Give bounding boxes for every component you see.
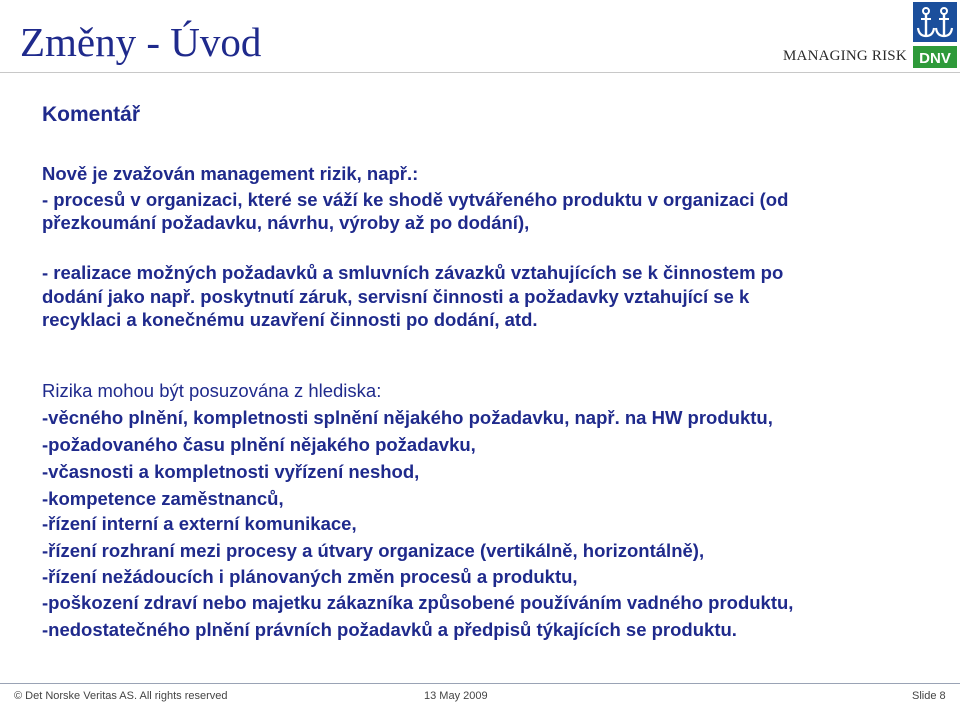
body-line: Nově je zvažován management rizik, např.: [42, 163, 419, 184]
risk-item: -kompetence zaměstnanců, [42, 488, 284, 509]
header-rule [0, 72, 960, 73]
footer-copyright: © Det Norske Veritas AS. All rights reserved [14, 690, 228, 702]
body-line: přezkoumání požadavku, návrhu, výroby až po dodání), [42, 212, 530, 233]
footer-date: 13 May 2009 [424, 690, 488, 702]
dnv-logo [913, 2, 957, 68]
svg-text:DNV: DNV [919, 50, 951, 67]
body-line: Rizika mohou být posuzována z hlediska: [42, 380, 382, 401]
footer-rule [0, 683, 960, 684]
slide-title: Změny - Úvod [20, 19, 262, 65]
body-line: - realizace možných požadavků a smluvních závazků vztahujících se k činnostem po [42, 262, 784, 283]
body-line: recyklaci a konečnému uzavření činnosti po dodání, atd. [42, 309, 538, 330]
body-line: dodání jako např. poskytnutí záruk, servisní činnosti a požadavky vztahující se k [42, 286, 750, 307]
section-heading: Komentář [42, 103, 141, 126]
risk-item: -řízení nežádoucích i plánovaných změn procesů a produktu, [42, 566, 578, 587]
managing-risk-tagline: MANAGING RISK [783, 48, 907, 64]
risk-item: -nedostatečného plnění právních požadavků a předpisů týkajících se produktu. [42, 619, 737, 640]
risk-item: -poškození zdraví nebo majetku zákazníka způsobené používáním vadného produktu, [42, 592, 794, 613]
footer-slide-number: Slide 8 [912, 690, 946, 702]
risk-item: -řízení interní a externí komunikace, [42, 513, 357, 534]
body-line: - procesů v organizaci, které se váží ke shodě vytvářeného produktu v organizaci (od [42, 189, 789, 210]
risk-item: -řízení rozhraní mezi procesy a útvary organizace (vertikálně, horizontálně), [42, 540, 705, 561]
risk-item: -včasnosti a kompletnosti vyřízení neshod, [42, 461, 420, 482]
risk-item: -požadovaného času plnění nějakého požadavku, [42, 434, 476, 455]
risk-item: -věcného plnění, kompletnosti splnění nějakého požadavku, např. na HW produktu, [42, 407, 773, 428]
